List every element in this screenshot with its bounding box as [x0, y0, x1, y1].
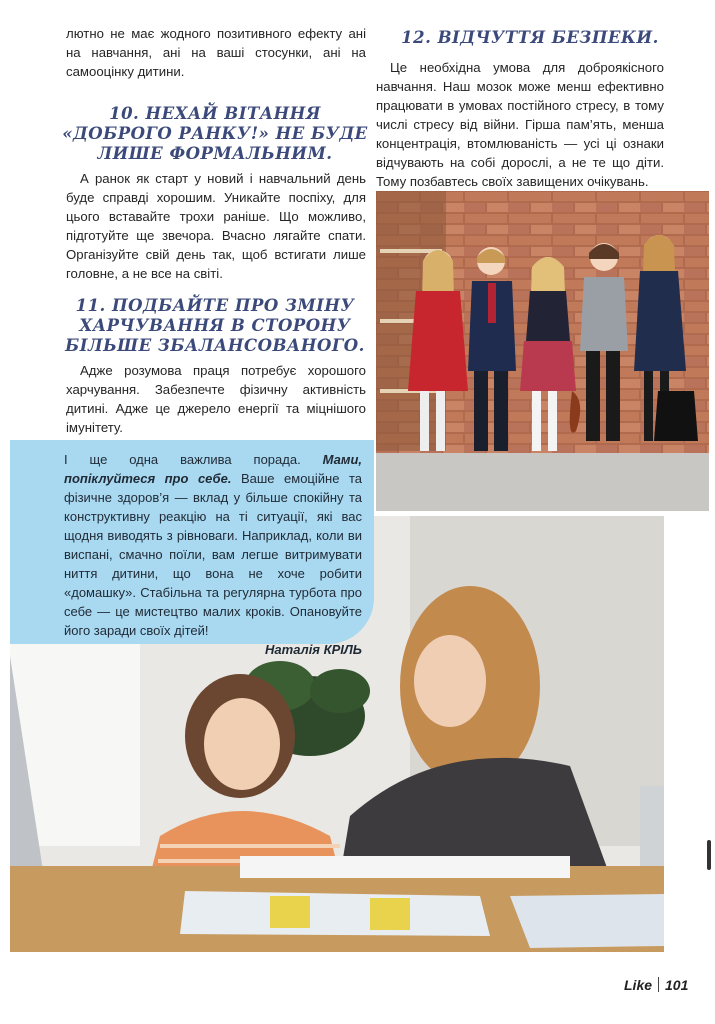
schoolchildren-photo — [376, 191, 709, 511]
footer-divider — [658, 977, 659, 992]
quote-author: Наталія КРІЛЬ — [265, 642, 362, 657]
section-11-body: Адже розумова праця потребує хорошого харчування. Забезпечте фізичну активність дитині. Адже це джерело енергії та міцнішого імунітету. — [66, 363, 366, 435]
quote-text: І ще одна важлива порада. Мами, попіклуйтеся про себе. Ваше емоційне та фізичне здоров’я — вклад у більше спокійну та конструктивну реакцію на ті ситуації, які вас щодня виводять з рівноваги. Наприклад, коли ви виспані, смачно поїли, вам легше витримувати ниття дитини, що вона не хоче робити «домашку». Стабільна та регулярна турбота про себе — це мистецтво малих кроків. Опановуйте його заради своїх дітей! — [64, 452, 362, 638]
section-11-heading: 11. ПОДБАЙТЕ ПРО ЗМІНУ ХАРЧУВАННЯ В СТОРОНУ БІЛЬШЕ ЗБАЛАНСОВАНОГО. — [65, 296, 365, 355]
section-10-heading: 10. НЕХАЙ ВІТАННЯ «ДОБРОГО РАНКУ!» НЕ БУДЕ ЛИШЕ ФОРМАЛЬНИМ. — [62, 104, 368, 163]
quote-box — [10, 440, 374, 657]
brand-name: Like — [624, 977, 653, 993]
schoolchildren-illustration — [376, 191, 709, 511]
section-12-body: Це необхідна умова для доброякісного навчання. Наш мозок може менш ефективно працювати в умовах постійного стресу, в тому числі стресу від війни. Гірша пам’ять, менша концентрація, втомлюваність — усі ці ознаки відчувають на собі дорослі, а не те що діти. Тому позбавтесь своїх завищених очікувань. — [376, 60, 664, 189]
section-10-body: А ранок як старт у новий і навчальний день буде справді хорошим. Уникайте поспіху, для цього вставайте трохи раніше. Що можливо, підготуйте ще звечора. Вчасно лягайте спати. Організуйте свій день так, щоб встигати лише головне, а не все на світі. — [66, 171, 366, 281]
page-number: 101 — [665, 977, 689, 993]
quote-emphasis: Мами, попіклуйтеся про себе. — [64, 452, 362, 486]
intro-paragraph: лютно не має жодного позитивного ефекту ані на навчання, ані на ваші стосунки, ані на самооцінку дитини. — [66, 26, 366, 79]
page-footer — [624, 977, 688, 993]
section-12-heading: 12. ВІДЧУТТЯ БЕЗПЕКИ. — [401, 28, 659, 47]
scrollbar-thumb[interactable] — [707, 840, 711, 870]
